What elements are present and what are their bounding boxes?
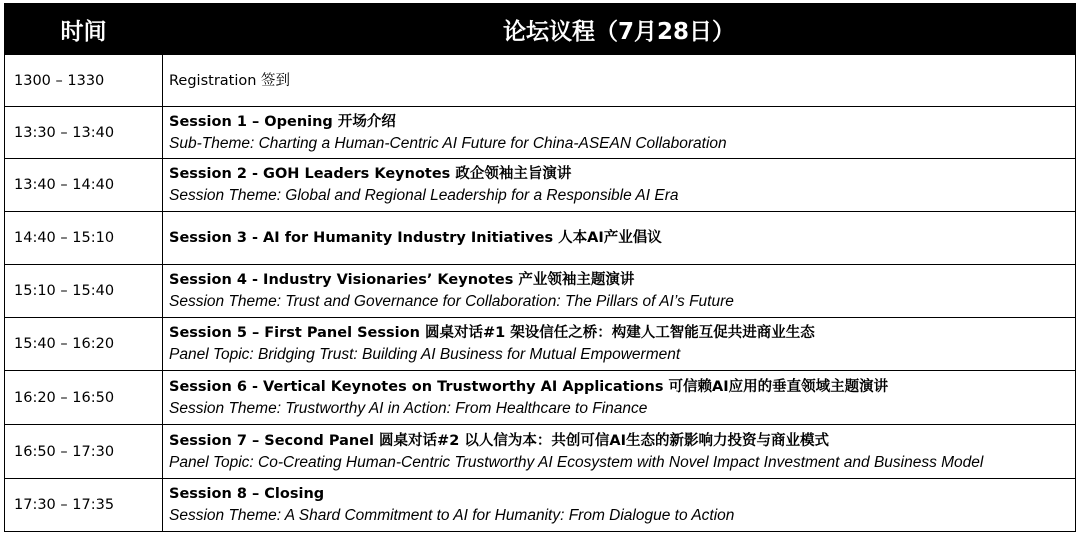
session-title: Session 3 - AI for Humanity Industry Initiatives 人本AI产业倡议 bbox=[169, 230, 662, 246]
table-row bbox=[5, 265, 1076, 318]
agenda-column-header: 论坛议程（7月28日） bbox=[163, 4, 1076, 55]
header-row bbox=[5, 4, 1076, 55]
session-cell bbox=[163, 479, 1076, 532]
time-cell: 14:40 – 15:10 bbox=[5, 212, 163, 265]
table-row bbox=[5, 318, 1076, 371]
agenda-table bbox=[4, 3, 1076, 532]
session-title: Registration 签到 bbox=[169, 72, 291, 89]
time-cell: 17:30 – 17:35 bbox=[5, 479, 163, 532]
session-cell bbox=[163, 159, 1076, 212]
session-title: Session 2 - GOH Leaders Keynotes 政企领袖主旨演讲 bbox=[169, 166, 572, 182]
session-subtitle: Panel Topic: Co-Creating Human-Centric Trustworthy AI Ecosystem with Novel Impact Investment and Business Model bbox=[169, 453, 984, 471]
session-cell bbox=[163, 107, 1076, 159]
time-cell: 16:50 – 17:30 bbox=[5, 425, 163, 479]
table-row bbox=[5, 55, 1076, 107]
session-cell bbox=[163, 212, 1076, 265]
time-cell: 13:30 – 13:40 bbox=[5, 107, 163, 159]
table-row bbox=[5, 159, 1076, 212]
session-subtitle: Session Theme: A Shard Commitment to AI for Humanity: From Dialogue to Action bbox=[169, 507, 735, 524]
time-cell: 16:20 – 16:50 bbox=[5, 371, 163, 425]
session-title: Session 1 – Opening 开场介绍 bbox=[169, 113, 396, 130]
table-row bbox=[5, 425, 1076, 479]
session-subtitle: Session Theme: Trust and Governance for Collaboration: The Pillars of AI’s Future bbox=[169, 293, 734, 310]
session-cell bbox=[163, 265, 1076, 318]
session-title: Session 5 – First Panel Session 圆桌对话#1 架设信任之桥：构建人工智能互促共进商业生态 bbox=[169, 325, 815, 341]
time-cell: 13:40 – 14:40 bbox=[5, 159, 163, 212]
session-subtitle: Session Theme: Trustworthy AI in Action: From Healthcare to Finance bbox=[169, 399, 648, 417]
time-cell: 15:10 – 15:40 bbox=[5, 265, 163, 318]
table-row bbox=[5, 107, 1076, 159]
session-subtitle: Panel Topic: Bridging Trust: Building AI Business for Mutual Empowerment bbox=[169, 346, 681, 363]
session-cell bbox=[163, 55, 1076, 107]
table-row bbox=[5, 212, 1076, 265]
time-column-header: 时间 bbox=[5, 4, 163, 55]
session-cell bbox=[163, 425, 1076, 479]
time-cell: 15:40 – 16:20 bbox=[5, 318, 163, 371]
table-row bbox=[5, 479, 1076, 532]
session-subtitle: Session Theme: Global and Regional Leadership for a Responsible AI Era bbox=[169, 187, 679, 204]
session-cell bbox=[163, 371, 1076, 425]
session-title: Session 8 – Closing bbox=[169, 486, 325, 502]
session-title: Session 6 - Vertical Keynotes on Trustworthy AI Applications 可信赖AI应用的垂直领域主题演讲 bbox=[169, 378, 889, 395]
session-title: Session 4 - Industry Visionaries’ Keynotes 产业领袖主题演讲 bbox=[169, 272, 635, 288]
session-subtitle: Sub-Theme: Charting a Human-Centric AI Future for China-ASEAN Collaboration bbox=[169, 134, 727, 152]
table-row bbox=[5, 371, 1076, 425]
session-cell bbox=[163, 318, 1076, 371]
session-title: Session 7 – Second Panel 圆桌对话#2 以人信为本：共创可信AI生态的新影响力投资与商业模式 bbox=[169, 432, 829, 449]
time-cell: 1300 – 1330 bbox=[5, 55, 163, 107]
